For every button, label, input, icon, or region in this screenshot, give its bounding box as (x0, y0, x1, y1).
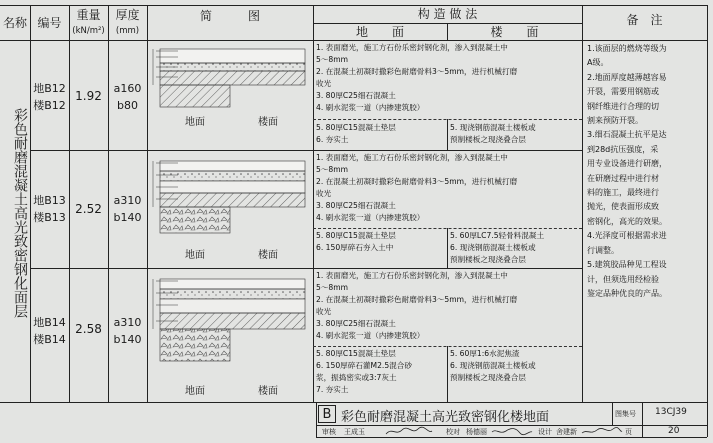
page-number: 20 (668, 426, 680, 436)
row2-diagram-floor-label: 地面 (185, 250, 205, 261)
note-line-7: 3.细石混凝土抗平是达 (587, 130, 667, 140)
row3-storey-steps (450, 348, 580, 384)
row2-floor-steps (316, 230, 446, 254)
note-line-16: 5.建筑胶品种见工程设 (587, 260, 667, 270)
row3-code-storey: 楼B14 (33, 333, 66, 346)
note-line-6: 割来预防开裂。 (587, 116, 643, 126)
note-line-1: 1.该面层的燃烧等级为 (587, 44, 667, 53)
row3-shared-steps (316, 270, 580, 342)
note-line-14: 4.光泽度可根据需求进 (587, 231, 667, 241)
row1-storey-steps (450, 122, 580, 146)
titleblock-sep-1 (612, 402, 613, 425)
row1-floor-step-6: 6. 夯实土 (316, 135, 349, 144)
row2-section-diagram (148, 151, 313, 267)
frame-top (0, 5, 707, 6)
row3-thick-floor: a310 (113, 316, 142, 329)
check-label: 校对 (446, 428, 460, 436)
row1-weight: 1.92 (75, 89, 102, 103)
row1-thick-storey: b80 (117, 99, 138, 112)
row2-code-floor: 地B13 (33, 194, 66, 207)
titleblock-bottom-line (316, 437, 707, 438)
category-label: 彩色耐磨混凝土高光致密钢化面层 (12, 108, 28, 318)
row1-step-4: 4. 刷水泥浆一道（内掺建筑胶） (316, 103, 425, 112)
row2-storey-step-5: 5. 60厚LC7.5轻骨料混凝土 (450, 231, 545, 240)
row3-step-2b: 收光 (316, 307, 332, 316)
row3-floor-steps (316, 348, 446, 396)
review-label: 审核 (322, 428, 336, 436)
col-line-8 (707, 5, 708, 437)
check-signature (490, 426, 534, 437)
row1-storey-step-5: 5. 现浇钢筋混凝土楼板或 (450, 123, 536, 132)
row2-storey-steps (450, 230, 580, 266)
header-floor: 地 面 (355, 25, 404, 39)
note-line-2: A级。 (587, 58, 609, 68)
row2-storey-step-6: 6. 现浇钢筋混凝土楼板或 (450, 243, 536, 252)
row3-step-1b: 5～8mm (316, 283, 349, 292)
header-weight: 重量 (76, 8, 101, 22)
row3-step-2: 2. 在混凝土初凝时撒彩色耐磨骨料3～5mm，进行机械打磨 (316, 295, 518, 304)
note-line-4: 开裂，需要用钢筋或 (587, 87, 659, 97)
note-line-13: 密钢化，高光的效果。 (587, 216, 667, 226)
note-line-8: 到28d抗压强度，采 (587, 144, 659, 154)
row1-floor-steps (316, 122, 446, 146)
titleblock-sep-2 (642, 402, 643, 437)
row1-step-1b: 5～8mm (316, 55, 349, 64)
note-line-17: 计，但须选用经检验 (587, 274, 659, 284)
row3-step-1: 1. 表面磨光，施工方石份乐密封钢化剂，渗入到混凝土中 (316, 271, 508, 280)
header-weight-unit: (kN/m²) (72, 26, 105, 36)
note-line-10: 在研磨过程中进行材 (587, 173, 659, 183)
row1-split-vertical (447, 119, 448, 150)
table-bottom-line (0, 402, 707, 403)
row1-thick-floor: a160 (113, 82, 142, 95)
row3-diagram-floor-label: 地面 (185, 386, 205, 397)
row3-step-3: 3. 80厚C25细石混凝土 (316, 319, 396, 328)
row3-weight: 2.58 (75, 322, 102, 336)
row1-code-storey: 楼B12 (33, 99, 66, 112)
row1-step-3: 3. 80厚C25细石混凝土 (316, 91, 396, 100)
row1-step-2: 2. 在混凝土初凝时撒彩色耐磨骨料3～5mm，进行机械打磨 (316, 67, 518, 76)
page-label: 页 (625, 428, 632, 436)
header-construction: 构 造 做 法 (417, 7, 478, 21)
row1-code-floor: 地B12 (33, 82, 66, 95)
row3-split-vertical (447, 346, 448, 402)
row1-shared-steps (316, 42, 580, 114)
row2-split-vertical (447, 228, 448, 268)
row2-step-2b: 收光 (316, 189, 332, 198)
note-line-9: 用专业设备进行研磨， (587, 159, 667, 169)
row2-step-3: 3. 80厚C25细石混凝土 (316, 201, 396, 210)
header-diagram: 简 图 (199, 9, 260, 23)
row3-floor-step-6b: 浆，振捣密实或3:7灰土 (316, 373, 397, 382)
row2-floor-step-5: 5. 80厚C15混凝土垫层 (316, 231, 396, 240)
design-signature (580, 426, 624, 437)
row3-section-diagram (148, 269, 313, 401)
note-line-11: 料的施工，最终进行 (587, 188, 659, 198)
row3-thick-storey: b140 (113, 333, 142, 346)
row1-diagram-floor-label: 地面 (185, 117, 205, 128)
titleblock-left-line (316, 402, 317, 437)
notes-list (587, 42, 705, 301)
header-code: 编号 (37, 16, 62, 30)
row3-code-floor: 地B14 (33, 316, 66, 329)
design-label: 设计 (538, 428, 552, 436)
row3-step-4: 4. 刷水泥浆一道（内掺建筑胶） (316, 331, 425, 340)
row2-storey-step-6b: 预制楼板之现浇叠合层 (450, 255, 526, 264)
row2-step-2: 2. 在混凝土初凝时撒彩色耐磨骨料3～5mm，进行机械打磨 (316, 177, 518, 186)
review-signature (384, 426, 434, 437)
title-text: 彩色耐磨混凝土高光致密钢化楼地面 (341, 410, 550, 425)
row2-code-storey: 楼B13 (33, 211, 66, 224)
note-line-12: 抛光，使表面形成致 (587, 202, 659, 212)
row2-shared-steps (316, 152, 580, 224)
row2-thick-storey: b140 (113, 211, 142, 224)
row2-floor-step-6: 6. 150厚碎石夯入土中 (316, 243, 394, 252)
col-line-7 (582, 5, 583, 402)
atlas-label: 图集号 (615, 410, 636, 418)
col-line-5 (313, 5, 314, 402)
review-name: 王成玉 (344, 428, 365, 436)
header-thickness-unit: (mm) (115, 26, 140, 36)
row3-storey-step-5: 5. 60厚1:6水泥焦渣 (450, 349, 520, 358)
header-bottom-line (0, 40, 707, 41)
note-line-3: 2.地面厚度越薄越容易 (587, 72, 667, 82)
header-notes: 备 注 (626, 13, 663, 27)
row1-step-1: 1. 表面磨光，施工方石份乐密封钢化剂，渗入到混凝土中 (316, 43, 508, 52)
row2-weight: 2.52 (75, 202, 102, 216)
note-line-15: 行调整。 (587, 245, 619, 255)
note-line-5: 钢纤维进行合理的切 (587, 101, 659, 111)
row3-storey-step-6b: 预制楼板之现浇叠合层 (450, 373, 526, 382)
note-line-18: 鉴定品种优良的产品。 (587, 288, 667, 298)
title-letter: B (318, 405, 336, 423)
row3-floor-step-7: 7. 夯实土 (316, 385, 349, 394)
row2-diagram-storey-label: 楼面 (258, 250, 278, 261)
row2-step-1b: 5～8mm (316, 165, 349, 174)
row1-step-2b: 收光 (316, 79, 332, 88)
row2-step-4: 4. 刷水泥浆一道（内掺建筑胶） (316, 213, 425, 222)
header-name: 名称 (2, 16, 27, 30)
row2-step-1: 1. 表面磨光，施工方石份乐密封钢化剂，渗入到混凝土中 (316, 153, 508, 162)
row1-storey-step-5b: 预制楼板之现浇叠合层 (450, 135, 526, 144)
row1-diagram-storey-label: 楼面 (258, 117, 278, 128)
row2-thick-floor: a310 (113, 194, 142, 207)
header-storey: 楼 面 (490, 25, 539, 39)
row1-section-diagram (148, 41, 313, 149)
check-name: 杨德丽 (466, 428, 487, 436)
row1-floor-step-5: 5. 80厚C15混凝土垫层 (316, 123, 396, 132)
header-thickness: 厚度 (115, 8, 140, 22)
row3-diagram-storey-label: 楼面 (258, 386, 278, 397)
row3-floor-step-5: 5. 80厚C15混凝土垫层 (316, 349, 396, 358)
row3-storey-step-6: 6. 现浇钢筋混凝土楼板或 (450, 361, 536, 370)
atlas-number: 13CJ39 (655, 407, 687, 417)
design-name: 舍建新 (556, 428, 577, 436)
row3-floor-step-6: 6. 150厚碎石灌M2.5混合砂 (316, 361, 412, 370)
